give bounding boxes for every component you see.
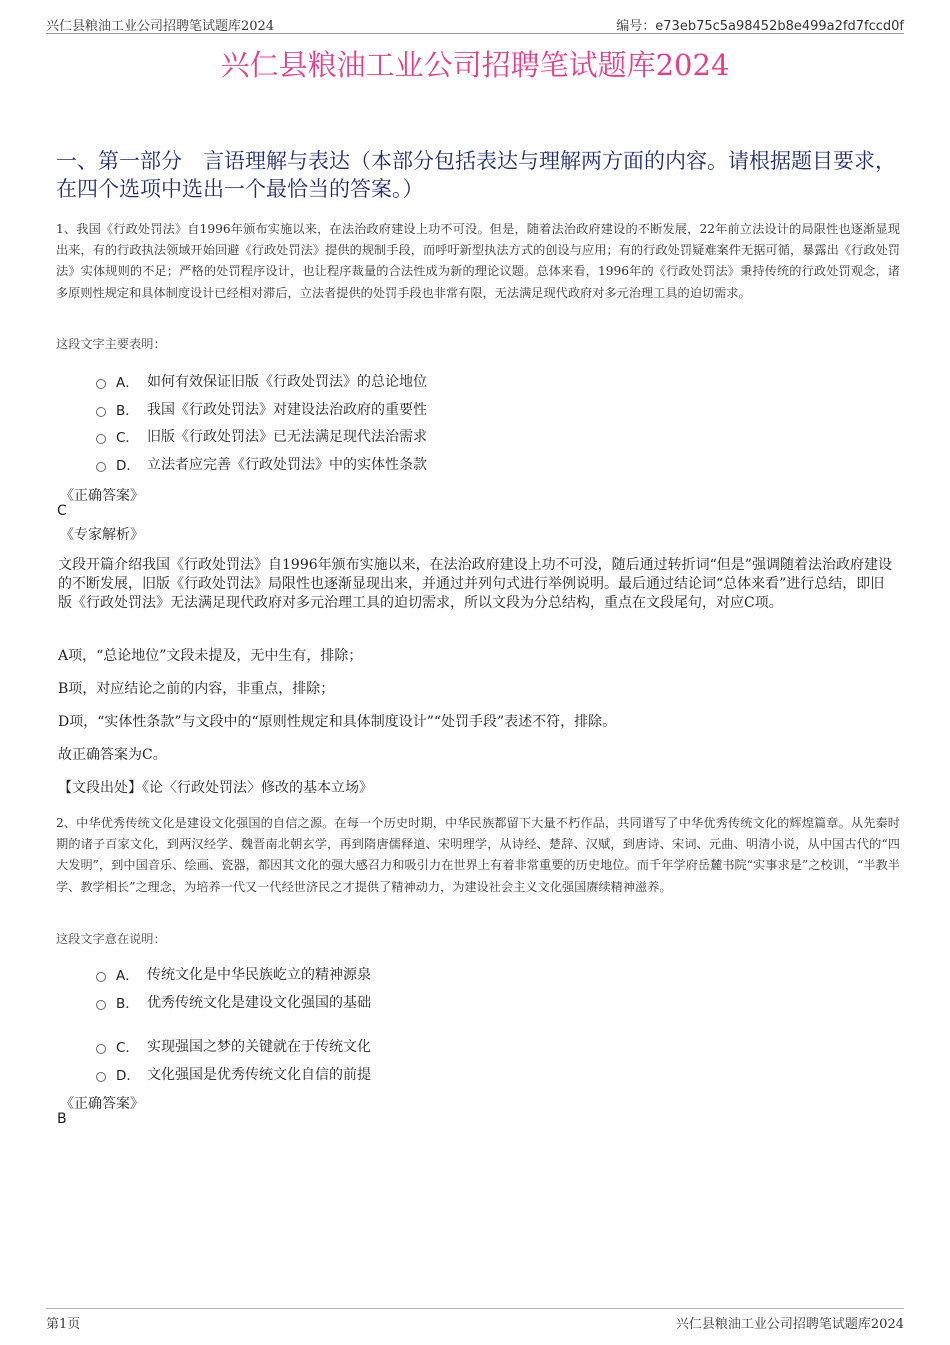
footer-title: 兴仁县粮油工业公司招聘笔试题库2024 — [675, 1317, 904, 1332]
question-2-option-b[interactable] — [96, 992, 371, 1012]
option-letter: A． — [116, 375, 139, 391]
option-letter: D． — [116, 1068, 140, 1084]
option-text: 实现强国之梦的关键就在于传统文化 — [147, 1039, 371, 1055]
header-code-value: e73eb75c5a98452b8e499a2fd7fccd0f — [655, 19, 904, 34]
option-text: 如何有效保证旧版《行政处罚法》的总论地位 — [147, 374, 427, 390]
question-1-passage: 1、我国《行政处罚法》自1996年颁布实施以来，在法治政府建设上功不可没。但是，随着法治政府建设的不断发展，22年前立法设计的局限性也逐渐显现出来，有的行政执法领域开始回避《行政处罚法》提供的规制手段，而呼吁新型执法方式的创设与应用；有的行政处罚疑难案件无据可循，暴露出《行政处罚法》实体规则的不足；严格的处罚程序设计，也让程序裁量的合法性成为新的理论议题。总体来看，1996年的《行政处罚法》秉持传统的行政处罚观念，诸多原则性规定和具体制度设计已经相对滞后，立法者提供的处罚手段也非常有限，无法满足现代政府对多元治理工具的迫切需求。 — [56, 222, 900, 300]
question-2-option-a[interactable] — [96, 964, 371, 984]
option-text: 立法者应完善《行政处罚法》中的实体性条款 — [147, 457, 427, 473]
option-text: 优秀传统文化是建设文化强国的基础 — [147, 995, 371, 1011]
radio-icon[interactable] — [96, 1044, 106, 1054]
header-title: 兴仁县粮油工业公司招聘笔试题库2024 — [46, 19, 275, 34]
option-letter: A． — [116, 968, 139, 984]
question-1-option-a[interactable] — [96, 371, 427, 391]
header-code-label: 编号： — [616, 19, 656, 34]
question-1-analysis-d: D项，“实体性条款”与文段中的“原则性规定和具体制度设计”“处罚手段”表述不符，排除。 — [58, 714, 617, 730]
question-2-option-d[interactable] — [96, 1064, 371, 1084]
question-2-option-c[interactable] — [96, 1036, 371, 1056]
option-letter: C． — [116, 430, 139, 446]
question-1-option-c[interactable] — [96, 426, 427, 446]
question-1-analysis-label: 《专家解析》 — [60, 527, 144, 543]
radio-icon[interactable] — [96, 407, 106, 417]
section-heading: 一、第一部分 言语理解与表达（本部分包括表达与理解两方面的内容。请根据题目要求，在四个选项中选出一个最恰当的答案。） — [56, 149, 896, 201]
question-2-passage: 2、中华优秀传统文化是建设文化强国的自信之源。在每一个历史时期，中华民族都留下大量不朽作品，共同谱写了中华优秀传统文化的辉煌篇章。从先秦时期的诸子百家文化，到两汉经学、魏晋南北朝玄学，再到隋唐儒释道、宋明理学，从诗经、楚辞、汉赋，到唐诗、宋词、元曲、明清小说，从中国古代的“四大发明”，到中国音乐、绘画、瓷器，都因其文化的强大感召力和吸引力在世界上有着非常重要的历史地位。而千年学府岳麓书院“实事求是”之校训，“半教半学、教学相长”之理念，为培养一代又一代经世济民之才提供了精神动力，为建设社会主义文化强国赓续精神滋养。 — [56, 816, 900, 894]
radio-icon[interactable] — [96, 972, 106, 982]
question-1-answer: C — [57, 503, 67, 519]
option-text: 传统文化是中华民族屹立的精神源泉 — [147, 967, 371, 983]
option-letter: C． — [116, 1040, 139, 1056]
radio-icon[interactable] — [96, 434, 106, 444]
option-letter: B． — [116, 996, 139, 1012]
footer-divider — [46, 1308, 904, 1309]
question-1-analysis: 文段开篇介绍我国《行政处罚法》自1996年颁布实施以来，在法治政府建设上功不可没，随后通过转折词“但是”强调随着法治政府建设的不断发展，旧版《行政处罚法》局限性也逐渐显现出来，并通过并列句式进行举例说明。最后通过结论词“总体来看”进行总结，即旧版《行政处罚法》无法满足现代政府对多元治理工具的迫切需求，所以文段为分总结构，重点在文段尾句，对应C项。 — [58, 557, 892, 611]
question-1-option-d[interactable] — [96, 454, 427, 474]
question-1-prompt: 这段文字主要表明： — [56, 337, 166, 351]
header-divider — [46, 33, 904, 34]
option-text: 我国《行政处罚法》对建设法治政府的重要性 — [147, 402, 427, 418]
question-1-conclusion: 故正确答案为C。 — [58, 747, 167, 763]
page-number: 第1页 — [46, 1317, 81, 1332]
question-1-analysis-a: A项，“总论地位”文段未提及，无中生有，排除； — [58, 648, 363, 664]
radio-icon[interactable] — [96, 1000, 106, 1010]
page-title: 兴仁县粮油工业公司招聘笔试题库2024 — [220, 48, 730, 82]
question-2-answer-label: 《正确答案》 — [60, 1096, 144, 1112]
option-text: 旧版《行政处罚法》已无法满足现代法治需求 — [147, 429, 427, 445]
radio-icon[interactable] — [96, 1072, 106, 1082]
question-2-answer: B — [57, 1111, 67, 1127]
option-letter: D． — [116, 458, 140, 474]
option-text: 文化强国是优秀传统文化自信的前提 — [147, 1067, 371, 1083]
question-2-prompt: 这段文字意在说明： — [56, 932, 166, 946]
header-code — [616, 15, 904, 34]
option-letter: B． — [116, 403, 139, 419]
radio-icon[interactable] — [96, 462, 106, 472]
radio-icon[interactable] — [96, 379, 106, 389]
question-1-option-b[interactable] — [96, 399, 427, 419]
question-1-analysis-b: B项，对应结论之前的内容，非重点，排除； — [58, 681, 335, 697]
question-1-answer-label: 《正确答案》 — [60, 488, 144, 504]
question-1-source: 【文段出处】《论〈行政处罚法〉修改的基本立场》 — [58, 780, 373, 796]
